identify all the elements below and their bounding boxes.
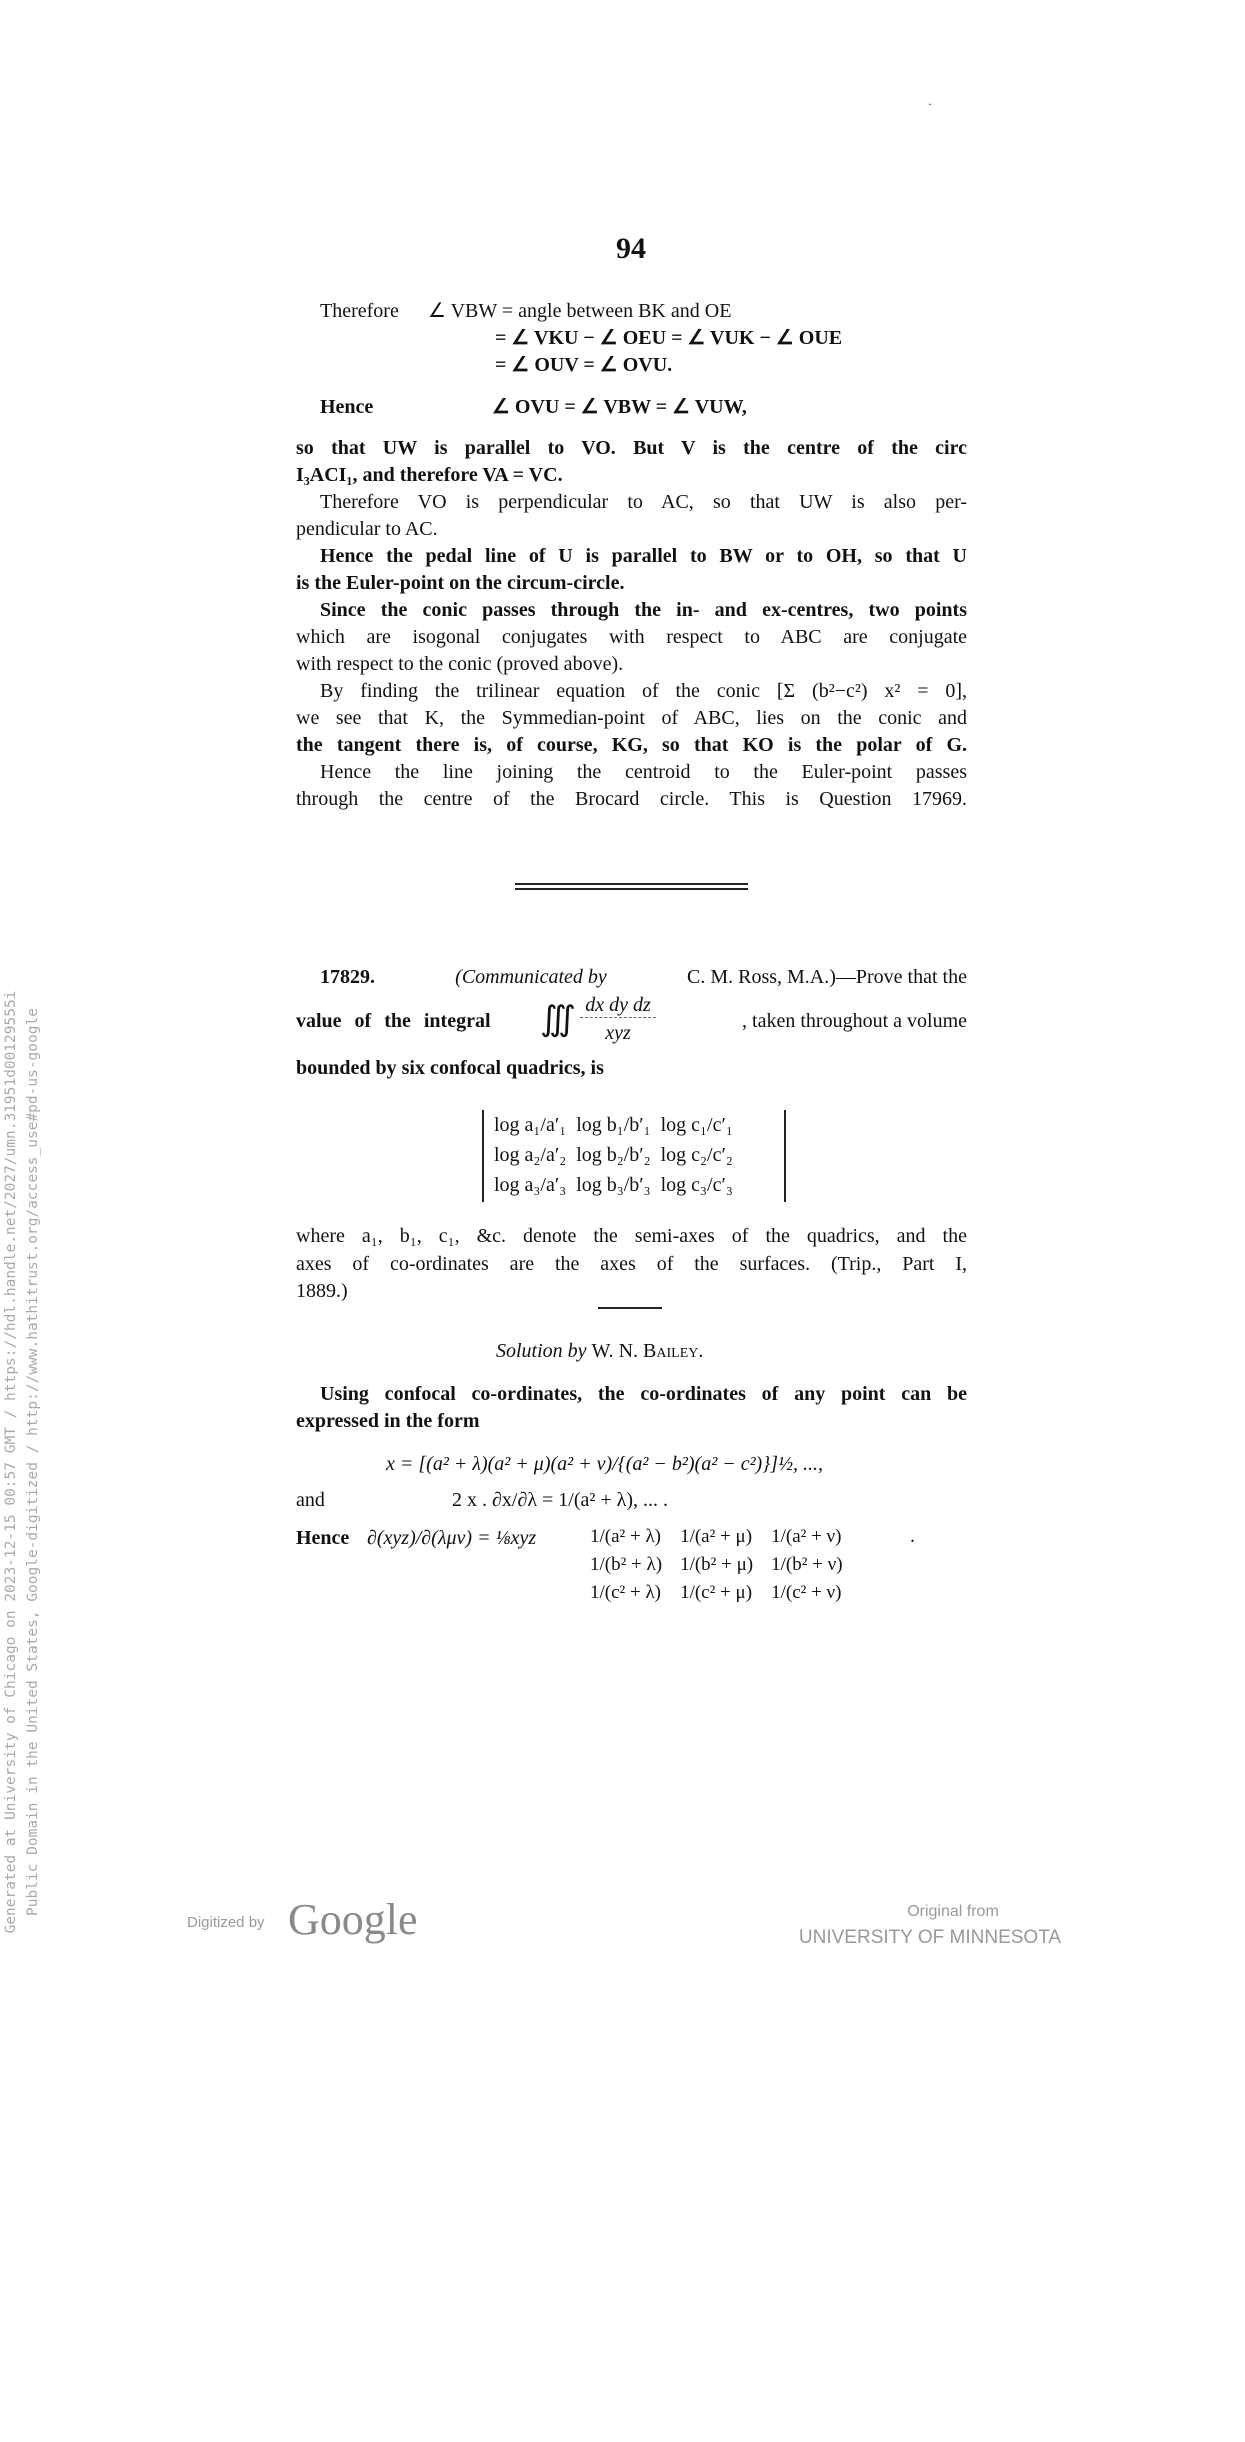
matrix-cell: 1/(a² + ν) xyxy=(771,1526,842,1547)
text-line: Hence the pedal line of U is parallel to BW or to OH, so that U xyxy=(320,545,967,567)
text-line: bounded by six confocal quadrics, is xyxy=(296,1057,604,1079)
equation-line: = ∠ VKU − ∠ OEU = ∠ VUK − ∠ OUE xyxy=(495,327,843,349)
text-line: axes of co-ordinates are the axes of the surfaces. (Trip., Part I, xyxy=(296,1253,967,1275)
scan-speck: · xyxy=(928,97,932,111)
matrix-cell: log b₃/b′₃ xyxy=(576,1174,651,1196)
jacobian-lhs: ∂(xyz)/∂(λμν) = ⅛xyz xyxy=(367,1527,537,1549)
matrix-row xyxy=(590,1523,861,1551)
text-line: we see that K, the Symmedian-point of ABC, lies on the conic and xyxy=(296,707,967,729)
question-author: C. M. Ross, M.A.)—Prove that the xyxy=(686,966,967,988)
matrix-cell: 1/(c² + λ) xyxy=(590,1582,661,1603)
matrix-row xyxy=(494,1170,743,1200)
text-line: Hence the line joining the centroid to the Euler-point passes xyxy=(320,761,967,783)
solution-by: Solution by xyxy=(496,1340,587,1362)
matrix-cell: 1/(c² + μ) xyxy=(680,1582,753,1603)
text-line: is the Euler-point on the circum-circle. xyxy=(296,572,625,594)
equation-derivative: 2 x . ∂x/∂λ = 1/(a² + λ), ... . xyxy=(452,1489,669,1511)
section-divider xyxy=(515,888,748,890)
question-header xyxy=(296,965,967,989)
text-line: which are isogonal conjugates with respect to ABC are conjugate xyxy=(296,626,967,648)
text-line: value of the integral xyxy=(296,1010,491,1032)
text-line: 1889.) xyxy=(296,1280,348,1302)
matrix-cell: 1/(a² + λ) xyxy=(590,1526,661,1547)
page-number: 94 xyxy=(616,232,646,265)
text-line: Using confocal co-ordinates, the co-ordinates of any point can be xyxy=(320,1383,967,1405)
text-line: the tangent there is, of course, KG, so that KO is the polar of G. xyxy=(296,734,967,756)
solver-name: W. N. Bailey. xyxy=(591,1340,704,1362)
equation-line: = ∠ OUV = ∠ OVU. xyxy=(495,354,673,376)
equation-x: x = [(a² + λ)(a² + μ)(a² + ν)/{(a² − b²)(a² − c²)}]½, ..., xyxy=(386,1453,824,1475)
triple-integral-sign: ∭ xyxy=(540,1001,576,1038)
text-line: , taken throughout a volume xyxy=(742,1010,967,1032)
matrix-cell: log b₁/b′₁ xyxy=(576,1114,651,1136)
matrix-cell: log c₃/c′₃ xyxy=(660,1174,733,1196)
digitized-by-label: Digitized by xyxy=(187,1914,265,1931)
therefore-label: Therefore xyxy=(320,300,399,322)
short-divider xyxy=(598,1307,662,1309)
communicated-by: (Communicated by xyxy=(455,966,607,988)
text-line: so that UW is parallel to VO. But V is the centre of the circ xyxy=(296,437,967,459)
text-line: pendicular to AC. xyxy=(296,518,438,540)
text-line: By finding the trilinear equation of the conic [Σ (b²−c²) x² = 0], xyxy=(320,680,967,702)
text-line: with respect to the conic (proved above). xyxy=(296,653,624,675)
equation-line: ∠ VBW = angle between BK and OE xyxy=(428,300,732,322)
question-number: 17829. xyxy=(320,966,375,988)
integrand-denominator: xyz xyxy=(605,1022,631,1044)
text-line: I₃ACI₁, and therefore VA = VC. xyxy=(296,464,563,486)
matrix-cell: 1/(b² + ν) xyxy=(771,1554,843,1575)
jacobian-matrix xyxy=(590,1523,861,1607)
text-line: Therefore VO is perpendicular to AC, so that UW is also per- xyxy=(320,491,967,513)
matrix-cell: 1/(a² + μ) xyxy=(680,1526,753,1547)
watermark-line: Generated at University of Chicago on 2023-12-15 00:57 GMT / https://hdl.handle.net/2027/umn.31951d00129555i xyxy=(3,990,19,1934)
text-line: Since the conic passes through the in- and ex-centres, two points xyxy=(320,599,967,621)
hathitrust-watermark xyxy=(0,482,44,2442)
text-line: through the centre of the Brocard circle. This is Question 17969. xyxy=(296,788,967,810)
hence-label: Hence xyxy=(320,396,374,418)
matrix-cell: log c₂/c′₂ xyxy=(660,1144,733,1166)
trailing-period: . xyxy=(910,1525,915,1547)
matrix-cell: log c₁/c′₁ xyxy=(660,1114,733,1136)
matrix-cell: 1/(b² + λ) xyxy=(590,1554,663,1575)
matrix-cell: 1/(c² + ν) xyxy=(771,1582,842,1603)
determinant xyxy=(482,1110,786,1202)
and-label: and xyxy=(296,1489,325,1511)
matrix-row xyxy=(590,1579,861,1607)
google-logo: Google xyxy=(288,1895,418,1944)
institution-name: UNIVERSITY OF MINNESOTA xyxy=(798,1927,1062,1948)
integrand-numerator: dx dy dz xyxy=(580,993,656,1018)
equation-line: ∠ OVU = ∠ VBW = ∠ VUW, xyxy=(492,396,747,418)
text-line: where a₁, b₁, c₁, &c. denote the semi-axes of the quadrics, and the xyxy=(296,1225,967,1247)
solution-heading xyxy=(496,1339,703,1363)
watermark-line: Public Domain in the United States, Google-digitized / http://www.hathitrust.org/access_use#pd-us-google xyxy=(25,1008,41,1916)
matrix-row xyxy=(494,1140,743,1170)
original-from-label: Original from xyxy=(907,1903,999,1920)
matrix-cell: log a₃/a′₃ xyxy=(494,1174,567,1196)
matrix-cell: log a₂/a′₂ xyxy=(494,1144,567,1166)
matrix-cell: log a₁/a′₁ xyxy=(494,1114,567,1136)
matrix-row xyxy=(494,1110,743,1140)
matrix-row xyxy=(590,1551,861,1579)
text-line: expressed in the form xyxy=(296,1410,480,1432)
hence-label: Hence xyxy=(296,1527,350,1549)
matrix-cell: 1/(b² + μ) xyxy=(680,1554,754,1575)
matrix-cell: log b₂/b′₂ xyxy=(576,1144,651,1166)
section-divider xyxy=(515,883,748,885)
